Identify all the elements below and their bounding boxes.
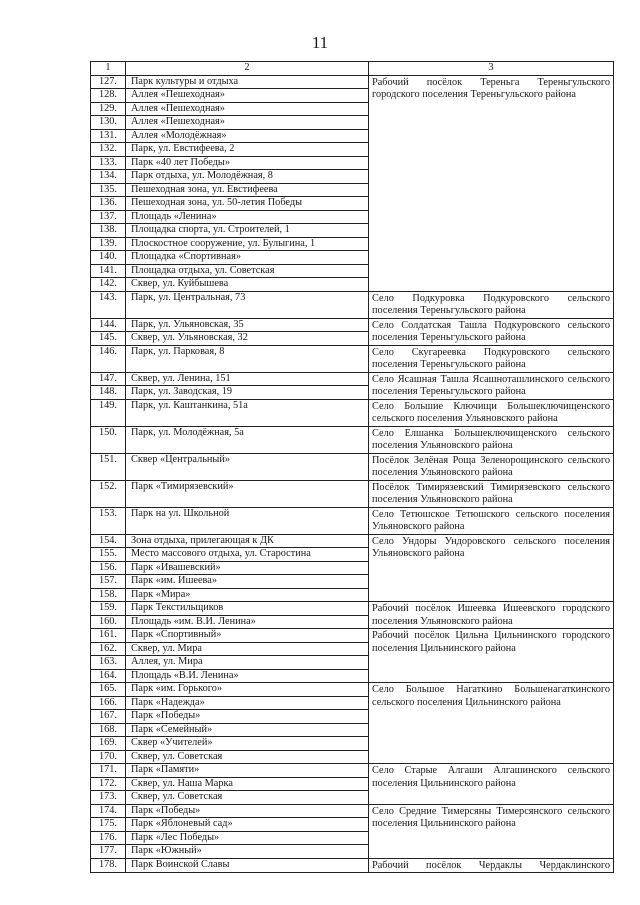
column-header: 1 bbox=[91, 62, 126, 76]
row-number: 129. bbox=[91, 102, 126, 116]
object-name: Площадка «Спортивная» bbox=[126, 251, 369, 265]
object-name: Площадь «им. В.И. Ленина» bbox=[126, 615, 369, 629]
object-name: Площадь «Ленина» bbox=[126, 210, 369, 224]
row-number: 140. bbox=[91, 251, 126, 265]
column-header: 2 bbox=[126, 62, 369, 76]
settlement-cell: Село Ясашная Ташла Ясашноташлинского сельского поселения Тереньгульского района bbox=[369, 372, 614, 399]
row-number: 148. bbox=[91, 386, 126, 400]
object-name: Аллея «Пешеходная» bbox=[126, 116, 369, 130]
object-name: Плоскостное сооружение, ул. Булыгина, 1 bbox=[126, 237, 369, 251]
object-name: Парк «Южный» bbox=[126, 845, 369, 859]
settlement-cell: Село Большие Ключищи Большеключищенского сельского поселения Ульяновского района bbox=[369, 399, 614, 426]
settlement-cell: Рабочий посёлок Цильна Цильнинского городского поселения Цильнинского района bbox=[369, 629, 614, 683]
object-name: Сквер, ул. Наша Марка bbox=[126, 777, 369, 791]
settlement-cell: Село Старые Алгаши Алгашинского сельского поселения Цильнинского района bbox=[369, 764, 614, 805]
row-number: 162. bbox=[91, 642, 126, 656]
row-number: 173. bbox=[91, 791, 126, 805]
object-name: Сквер, ул. Ульяновская, 32 bbox=[126, 332, 369, 346]
object-name: Парк «Спортивный» bbox=[126, 629, 369, 643]
object-name: Аллея «Пешеходная» bbox=[126, 102, 369, 116]
settlement-cell: Село Подкуровка Подкуровского сельского поселения Тереньгульского района bbox=[369, 291, 614, 318]
table-row bbox=[91, 453, 614, 480]
row-number: 141. bbox=[91, 264, 126, 278]
settlement-cell: Рабочий посёлок Чердаклы Чердаклинского bbox=[369, 858, 614, 873]
object-name: Парк «Победы» bbox=[126, 710, 369, 724]
row-number: 150. bbox=[91, 426, 126, 453]
row-number: 127. bbox=[91, 75, 126, 89]
object-name: Зона отдыха, прилегающая к ДК bbox=[126, 534, 369, 548]
table-row bbox=[91, 318, 614, 332]
row-number: 144. bbox=[91, 318, 126, 332]
object-name: Парк, ул. Парковая, 8 bbox=[126, 345, 369, 372]
row-number: 170. bbox=[91, 750, 126, 764]
object-name: Парк «Надежда» bbox=[126, 696, 369, 710]
table-row bbox=[91, 480, 614, 507]
row-number: 169. bbox=[91, 737, 126, 751]
object-name: Парк, ул. Молодёжная, 5а bbox=[126, 426, 369, 453]
table-row bbox=[91, 291, 614, 318]
row-number: 149. bbox=[91, 399, 126, 426]
table-row bbox=[91, 345, 614, 372]
row-number: 171. bbox=[91, 764, 126, 778]
row-number: 165. bbox=[91, 683, 126, 697]
row-number: 163. bbox=[91, 656, 126, 670]
row-number: 178. bbox=[91, 858, 126, 873]
object-name: Сквер, ул. Советская bbox=[126, 750, 369, 764]
settlement-cell: Село Ундоры Ундоровского сельского поселения Ульяновского района bbox=[369, 534, 614, 602]
row-number: 160. bbox=[91, 615, 126, 629]
row-number: 172. bbox=[91, 777, 126, 791]
object-name: Парк Воинской Славы bbox=[126, 858, 369, 873]
row-number: 142. bbox=[91, 278, 126, 292]
table-row bbox=[91, 75, 614, 89]
column-header: 3 bbox=[369, 62, 614, 76]
table-row bbox=[91, 372, 614, 386]
object-name: Парк «им. Горького» bbox=[126, 683, 369, 697]
row-number: 131. bbox=[91, 129, 126, 143]
row-number: 177. bbox=[91, 845, 126, 859]
table-row bbox=[91, 764, 614, 778]
page-number: 11 bbox=[311, 33, 329, 52]
row-number: 156. bbox=[91, 561, 126, 575]
object-name: Аллея, ул. Мира bbox=[126, 656, 369, 670]
row-number: 158. bbox=[91, 588, 126, 602]
settlement-cell: Село Тетюшское Тетюшского сельского поселения Ульяновского района bbox=[369, 507, 614, 534]
row-number: 135. bbox=[91, 183, 126, 197]
row-number: 145. bbox=[91, 332, 126, 346]
table-header-row bbox=[91, 62, 614, 76]
object-name: Площадка отдыха, ул. Советская bbox=[126, 264, 369, 278]
settlement-cell: Село Средние Тимерсяны Тимерсянского сельского поселения Цильнинского района bbox=[369, 804, 614, 858]
row-number: 157. bbox=[91, 575, 126, 589]
row-number: 174. bbox=[91, 804, 126, 818]
row-number: 168. bbox=[91, 723, 126, 737]
row-number: 139. bbox=[91, 237, 126, 251]
row-number: 128. bbox=[91, 89, 126, 103]
object-name: Парк, ул. Заводская, 19 bbox=[126, 386, 369, 400]
settlement-cell: Рабочий посёлок Тереньга Тереньгульского городского поселения Тереньгульского района bbox=[369, 75, 614, 291]
object-name: Парк «им. Ишеева» bbox=[126, 575, 369, 589]
object-name: Парк, ул. Евстифеева, 2 bbox=[126, 143, 369, 157]
row-number: 134. bbox=[91, 170, 126, 184]
object-name: Пешеходная зона, ул. Евстифеева bbox=[126, 183, 369, 197]
table-row bbox=[91, 804, 614, 818]
settlement-cell: Посёлок Зелёная Роща Зеленорощинского сельского поселения Ульяновского района bbox=[369, 453, 614, 480]
settlement-cell: Рабочий посёлок Ишеевка Ишеевского городского поселения Ульяновского района bbox=[369, 602, 614, 629]
settlement-cell: Посёлок Тимирязевский Тимирязевского сельского поселения Ульяновского района bbox=[369, 480, 614, 507]
settlement-cell: Село Скугареевка Подкуровского сельского поселения Тереньгульского района bbox=[369, 345, 614, 372]
object-name: Сквер «Центральный» bbox=[126, 453, 369, 480]
row-number: 146. bbox=[91, 345, 126, 372]
table-row bbox=[91, 858, 614, 873]
table-row bbox=[91, 602, 614, 616]
row-number: 147. bbox=[91, 372, 126, 386]
row-number: 153. bbox=[91, 507, 126, 534]
object-name: Парк «Ивашевский» bbox=[126, 561, 369, 575]
row-number: 152. bbox=[91, 480, 126, 507]
object-name: Аллея «Пешеходная» bbox=[126, 89, 369, 103]
object-name: Парк, ул. Каштанкина, 51а bbox=[126, 399, 369, 426]
object-name: Парк на ул. Школьной bbox=[126, 507, 369, 534]
row-number: 133. bbox=[91, 156, 126, 170]
object-name: Парк «Победы» bbox=[126, 804, 369, 818]
object-name: Парк «40 лет Победы» bbox=[126, 156, 369, 170]
object-name: Парк «Яблоневый сад» bbox=[126, 818, 369, 832]
object-name: Сквер, ул. Советская bbox=[126, 791, 369, 805]
object-name: Сквер, ул. Мира bbox=[126, 642, 369, 656]
row-number: 167. bbox=[91, 710, 126, 724]
object-name: Площадь «В.И. Ленина» bbox=[126, 669, 369, 683]
row-number: 132. bbox=[91, 143, 126, 157]
row-number: 130. bbox=[91, 116, 126, 130]
object-name: Парк, ул. Ульяновская, 35 bbox=[126, 318, 369, 332]
row-number: 151. bbox=[91, 453, 126, 480]
row-number: 164. bbox=[91, 669, 126, 683]
row-number: 154. bbox=[91, 534, 126, 548]
object-name: Парк культуры и отдыха bbox=[126, 75, 369, 89]
object-name: Парк Текстильщиков bbox=[126, 602, 369, 616]
table-row bbox=[91, 426, 614, 453]
settlement-cell: Село Солдатская Ташла Подкуровского сельского поселения Тереньгульского района bbox=[369, 318, 614, 345]
row-number: 138. bbox=[91, 224, 126, 238]
object-name: Сквер, ул. Куйбышева bbox=[126, 278, 369, 292]
table-row bbox=[91, 507, 614, 534]
table-row bbox=[91, 399, 614, 426]
row-number: 159. bbox=[91, 602, 126, 616]
row-number: 155. bbox=[91, 548, 126, 562]
row-number: 176. bbox=[91, 831, 126, 845]
object-name: Парк «Тимирязевский» bbox=[126, 480, 369, 507]
object-name: Пешеходная зона, ул. 50-летия Победы bbox=[126, 197, 369, 211]
settlement-cell: Село Елшанка Большеключищенского сельского поселения Ульяновского района bbox=[369, 426, 614, 453]
row-number: 136. bbox=[91, 197, 126, 211]
table-row bbox=[91, 629, 614, 643]
row-number: 137. bbox=[91, 210, 126, 224]
object-name: Сквер «Учителей» bbox=[126, 737, 369, 751]
object-name: Парк «Лес Победы» bbox=[126, 831, 369, 845]
object-name: Парк «Памяти» bbox=[126, 764, 369, 778]
object-name: Парк отдыха, ул. Молодёжная, 8 bbox=[126, 170, 369, 184]
object-name: Место массового отдыха, ул. Старостина bbox=[126, 548, 369, 562]
object-name: Площадка спорта, ул. Строителей, 1 bbox=[126, 224, 369, 238]
row-number: 143. bbox=[91, 291, 126, 318]
parks-table bbox=[90, 61, 614, 873]
table-row bbox=[91, 534, 614, 548]
object-name: Аллея «Молодёжная» bbox=[126, 129, 369, 143]
table-row bbox=[91, 683, 614, 697]
row-number: 166. bbox=[91, 696, 126, 710]
object-name: Сквер, ул. Ленина, 151 bbox=[126, 372, 369, 386]
row-number: 161. bbox=[91, 629, 126, 643]
object-name: Парк «Мира» bbox=[126, 588, 369, 602]
object-name: Парк, ул. Центральная, 73 bbox=[126, 291, 369, 318]
settlement-cell: Село Большое Нагаткино Большенагаткинского сельского поселения Цильнинского района bbox=[369, 683, 614, 764]
object-name: Парк «Семейный» bbox=[126, 723, 369, 737]
row-number: 175. bbox=[91, 818, 126, 832]
